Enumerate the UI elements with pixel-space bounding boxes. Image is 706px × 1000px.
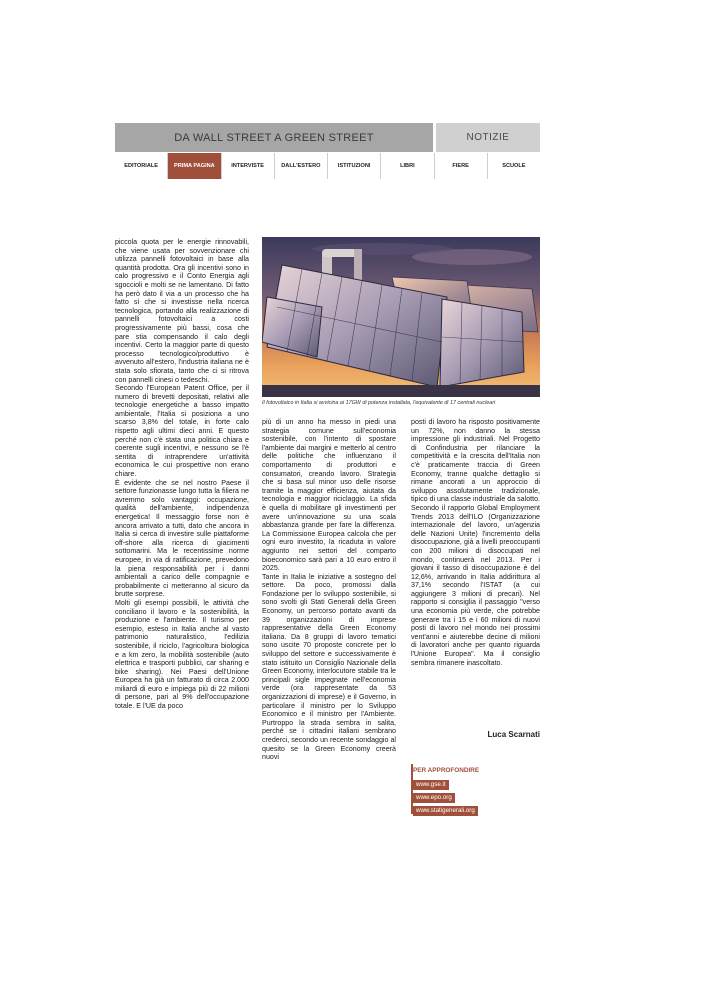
paragraph: Tante in Italia le iniziative a sostegno del settore. Da poco, promossi dalla Fondazione per lo sviluppo sostenibile, si sono svolti gli Stati Generali della Green Economy, un percorso portato avanti da 39 organizzazioni di imprese rappresentative della Green Economy italiana. Da 8 gruppi di lavoro tematici sono uscite 70 proposte concrete per lo sviluppo del settore e successivamente è stato istituito un Consiglio Nazionale della Green Economy, interlocutore stabile tra le principali sigle impegnate nell'economia verde (ora rappresentate da 53 organizzazioni di imprese) e il Governo, in particolare il ministro per lo Sviluppo Economico e il ministro per l'Ambiente. Purtroppo la strada sembra in salita, perché se i cittadini italiani sembrano crederci, secondo un recente sondaggio al quesito se la Green Economy creerà nuovi	[262, 572, 396, 762]
solar-panels-photo	[262, 237, 540, 397]
nav-dall-estero[interactable]: DALL'ESTERO	[275, 153, 328, 179]
paragraph: Molti gli esempi possibili, le attività che conciliano il lavoro e la sostenibilità, la produzione e l'ambiente. Il turismo per esempio, esteso in Italia anche al vasto patrimonio naturalistico, l'edilizia sostenibile, il riciclo, l'agricoltura biologica e a km zero, la mobilità sostenibile (auto elettrica e trasporti pubblici, car sharing e bike sharing). Nei Paesi dell'Unione Europea ha già un fatturato di circa 2.000 miliardi di euro e impiega più di 22 milioni di persone, pari al 9% dell'occupazione totale. E l'UE da poco	[115, 598, 249, 711]
article-column-2	[262, 418, 396, 762]
paragraph: piccola quota per le energie rinnovabili, che viene usata per sovvenzionare chi utilizza pannelli fotovoltaici in base alla quantità prodotta. Ora gli incentivi sono in calo progressivo e il Conto Energia agli sgoccioli e molti se ne lamentano. Di fatto ha però dato il via a un processo che ha fatto sì che si investisse nella ricerca tecnologica, portando alla realizzazione di pannelli fotovoltaici a costi progressivamente più bassi, cosa che pare stia compensando il calo degli incentivi. Certo la maggior parte di questo processo tecnologico/produttivo è avvenuto all'estero, l'industria italiana ne è stata solo sfiorata, tanto che ci si ritrova con pannelli cinesi o tedeschi.	[115, 238, 249, 384]
section-header	[115, 123, 540, 152]
paragraph: Secondo l'European Patent Office, per il numero di brevetti depositati, relativi alle tecnologie energetiche a basso impatto ambientale, l'Italia si posiziona a uno scarso 3,8% del totale, in forte calo rispetto agli ultimi dieci anni. E questo perché non c'è stata una politica chiara e coerente sugli incentivi, e nessuno se l'è sentita di intraprendere un'attività economica le cui prospettive non erano chiare.	[115, 384, 249, 479]
links-title: PER APPROFONDIRE	[413, 767, 480, 774]
paragraph: più di un anno ha messo in piedi una strategia comune sull'economia sostenibile, con l'intento di spostare l'ambiente dai margini e metterlo al centro delle politiche che influenzano il comportamento di produttori e consumatori, creando lavoro. Strategia che si basa sul minor uso delle risorse tramite la maggior efficienza, aiutata da tecnologia e maggior riciclaggio. La sfida è quella di mobilitare gli investimenti per avere un'innovazione su una scala abbastanza grande per fare la differenza. La Commissione Europea calcola che per ogni euro investito, la ricaduta in valore aggiunto nei settori del comparto bioeconomico sarà pari a 10 euro entro il 2025.	[262, 418, 396, 573]
photo-caption: Il fotovoltaico in Italia si avvicina ai 17GW di potenza installata, l'equivalente di 17 centrali nucleari	[262, 400, 496, 406]
nav-prima-pagina[interactable]: PRIMA PAGINA	[168, 153, 221, 179]
paragraph: È evidente che se nel nostro Paese il settore funzionasse lungo tutta la filiera ne avremmo solo vantaggi: occupazione, qualità dell'ambiente, indipendenza energetica! Il messaggio forse non è ancora arrivato a tutti, dato che ancora in Italia si cerca di investire sulle piattaforme off-shore alla ricerca di giacimenti sottomarini. Ma le recentissime norme europee, in via di ratificazione, prevedono la piena responsabilità per i danni ambientali a carico delle compagnie e probabilmente ci metteranno al sicuro da brutte sorprese.	[115, 478, 249, 599]
notizie-tab[interactable]: NOTIZIE	[436, 123, 540, 152]
nav-interviste[interactable]: INTERVISTE	[222, 153, 275, 179]
nav-editoriale[interactable]: EDITORIALE	[115, 153, 168, 179]
section-title: DA WALL STREET A GREEN STREET	[115, 123, 433, 152]
paragraph: posti di lavoro ha risposto positivamente un 72%, non danno la stessa impressione gli industriali. Nel Progetto di Confindustria per rilanciare la competitività e la crescita dell'Italia non c'è praticamente traccia di Green Economy, tranne qualche dettaglio si rimane ancorati a un approccio di sviluppo assolutamente tradizionale, tipico di una classe industriale da salotto. Secondo il rapporto Global Employment Trends 2013 dell'ILO (Organizzazione internazionale del lavoro, un'agenzia delle Nazioni Unite) l'incremento della disoccupazione, già a livelli preoccupanti con 200 milioni di disoccupati nel mondo, continuerà nel 2013. Per i giovani il tasso di disoccupazione è del 12,6%, arrivando in Italia addirittura al 37,1% secondo l'ISTAT (a cui aggiungere 3 milioni di precari). Nel rapporto si consiglia il passaggio "verso una economia più verde, che potrebbe generare tra i 15 e i 60 milioni di nuovi posti di lavoro nel mondo nei prossimi vent'anni e aiuterebbe decine di milioni di lavoratori anche per quanto riguarda l'Unione Europea". Ma il consiglio sembra rimanere inascoltato.	[411, 418, 540, 667]
nav-fiere[interactable]: FIERE	[435, 153, 488, 179]
link-epo[interactable]: www.epo.org	[413, 793, 455, 803]
article-author: Luca Scarnati	[487, 730, 540, 739]
nav-libri[interactable]: LIBRI	[381, 153, 434, 179]
article-column-3	[411, 418, 540, 667]
link-gse[interactable]: www.gse.it	[413, 780, 449, 790]
article-column-1	[115, 238, 249, 711]
nav-scuole[interactable]: SCUOLE	[502, 163, 526, 169]
section-nav	[115, 153, 540, 179]
link-statigenerali[interactable]: www.statigenerali.org	[413, 806, 478, 816]
nav-istituzioni[interactable]: ISTITUZIONI	[328, 153, 381, 179]
